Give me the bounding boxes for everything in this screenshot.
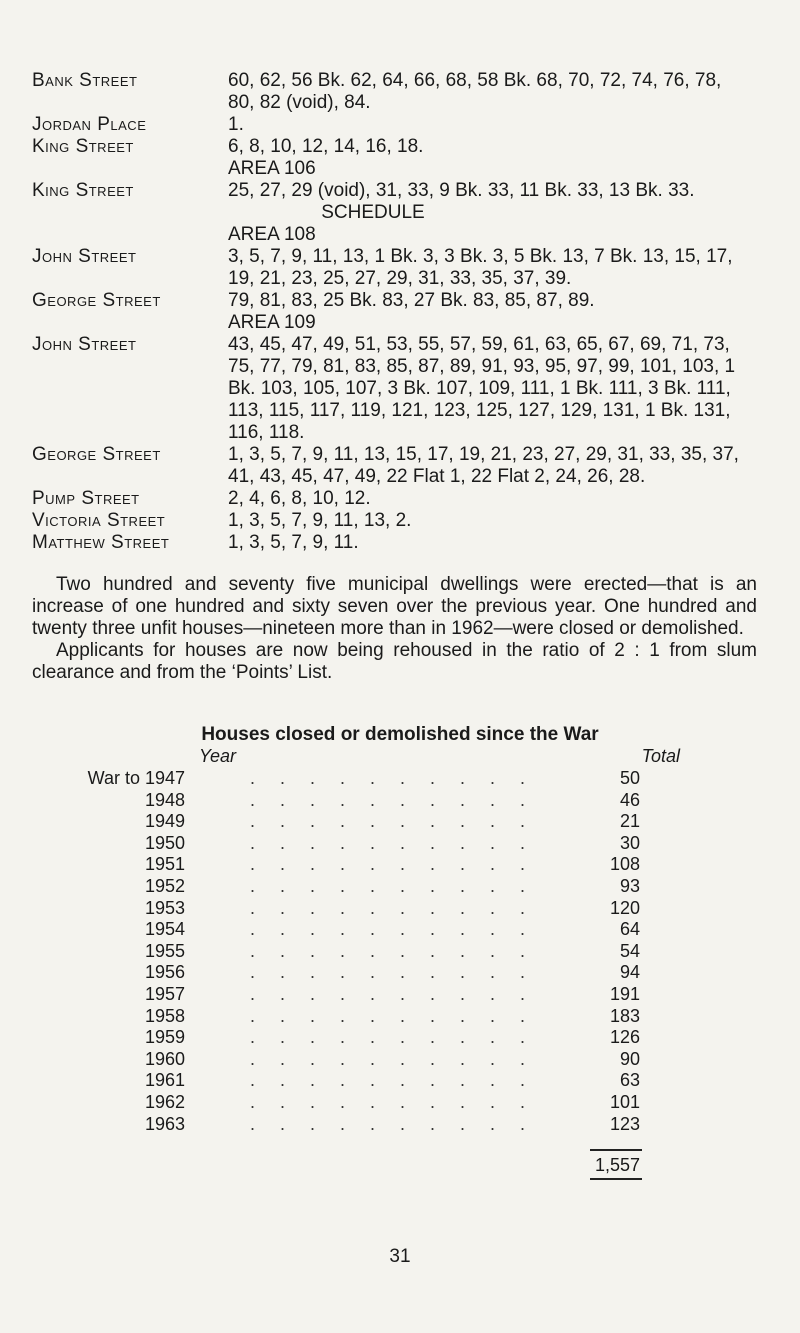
row-year: 1958	[145, 1005, 186, 1026]
leader-dots: . . . . . . . . . .	[250, 919, 536, 940]
house-numbers: 6, 8, 10, 12, 14, 16, 18.	[228, 136, 424, 157]
street-name: George Street	[32, 444, 161, 465]
leader-dots: . . . . . . . . . .	[250, 811, 536, 832]
street-row	[32, 510, 752, 532]
table-row	[0, 1049, 800, 1071]
table-row	[0, 919, 800, 941]
house-numbers: 1, 3, 5, 7, 9, 11.	[228, 532, 359, 553]
row-total: 183	[609, 1005, 640, 1026]
street-name: Jordan Place	[32, 114, 147, 135]
house-numbers: 1, 3, 5, 7, 9, 11, 13, 2.	[228, 510, 412, 531]
area-heading-row	[32, 158, 752, 180]
table-row	[0, 790, 800, 812]
schedule-heading-row	[32, 202, 752, 224]
row-year: 1961	[145, 1070, 186, 1091]
area-heading: AREA 109	[228, 312, 316, 333]
area-heading: AREA 106	[228, 158, 316, 179]
street-row	[32, 444, 752, 488]
row-total: 94	[619, 962, 640, 983]
row-total: 126	[609, 1027, 640, 1048]
year-header: Year	[198, 746, 236, 766]
table-row	[0, 1006, 800, 1028]
row-year: 1956	[145, 962, 186, 983]
house-numbers: 43, 45, 47, 49, 51, 53, 55, 57, 59, 61, 63, 65, 67, 69, 71, 73, 75, 77, 79, 81, 83, 85, 87, 89, 91, 93, 95, 97, 99, 101, 103, 1 Bk. 103, 105, 107, 3 Bk. 107, 109, 111, 1 Bk. 111, 3 Bk. 111, 113, 115, 117, 119, 121, 123, 125, 127, 129, 131, 1 Bk. 131, 116, 118.	[228, 334, 736, 443]
street-row	[32, 488, 752, 510]
total-underline	[590, 1178, 642, 1180]
table-row	[0, 962, 800, 984]
row-year: 1953	[145, 897, 186, 918]
leader-dots: . . . . . . . . . .	[250, 1113, 536, 1134]
street-row	[32, 290, 752, 312]
street-row	[32, 334, 752, 444]
row-total: 123	[609, 1113, 640, 1134]
body-paragraphs	[32, 574, 757, 684]
house-numbers: 1, 3, 5, 7, 9, 11, 13, 15, 17, 19, 21, 23, 27, 29, 31, 33, 35, 37, 41, 43, 45, 47, 49, 22 Flat 1, 22 Flat 2, 24, 26, 28.	[228, 444, 739, 487]
leader-dots: . . . . . . . . . .	[250, 854, 536, 875]
page-number: 31	[389, 1246, 411, 1267]
row-year: 1947	[145, 768, 186, 788]
leader-dots: . . . . . . . . . .	[250, 832, 536, 853]
table-row	[0, 984, 800, 1006]
street-row	[32, 70, 752, 114]
street-row	[32, 180, 752, 202]
street-name: John Street	[32, 334, 137, 355]
leader-dots: . . . . . . . . . .	[250, 789, 536, 810]
total-header: Total	[641, 746, 680, 766]
table-row	[0, 854, 800, 876]
row-total: 21	[619, 811, 640, 832]
row-year: 1950	[145, 832, 186, 853]
leader-dots: . . . . . . . . . .	[250, 940, 536, 961]
row-total: 30	[619, 832, 640, 853]
row-prefix: War to	[87, 768, 140, 788]
street-name: King Street	[32, 180, 134, 201]
area-heading-row	[32, 224, 752, 246]
street-name: King Street	[32, 136, 134, 157]
row-year: 1962	[145, 1091, 186, 1112]
street-name: Pump Street	[32, 488, 140, 509]
paragraph: Applicants for houses are now being rehoused in the ratio of 2 : 1 from slum clearance and from the ‘Points’ List.	[32, 640, 757, 683]
house-numbers: 3, 5, 7, 9, 11, 13, 1 Bk. 3, 3 Bk. 3, 5 Bk. 13, 7 Bk. 13, 15, 17, 19, 21, 23, 25, 27, 29, 31, 33, 35, 37, 39.	[228, 246, 733, 289]
street-list	[32, 70, 752, 554]
row-total: 63	[619, 1070, 640, 1091]
row-year: 1954	[145, 919, 186, 940]
row-total: 64	[619, 919, 640, 940]
table-row	[0, 811, 800, 833]
leader-dots: . . . . . . . . . .	[250, 1070, 536, 1091]
row-total: 50	[619, 768, 640, 788]
leader-dots: . . . . . . . . . .	[250, 1048, 536, 1069]
street-row	[32, 114, 752, 136]
row-year: 1959	[145, 1027, 186, 1048]
row-total: 191	[609, 983, 640, 1004]
leader-dots: . . . . . . . . . .	[250, 983, 536, 1004]
street-name: Matthew Street	[32, 532, 170, 553]
house-numbers: 1.	[228, 114, 244, 135]
row-year: 1960	[145, 1048, 186, 1069]
row-total: 54	[619, 940, 640, 961]
row-total: 46	[619, 789, 640, 810]
table-row	[0, 1027, 800, 1049]
grand-total: 1,557	[594, 1155, 640, 1176]
row-total: 108	[609, 854, 640, 875]
table-row	[0, 898, 800, 920]
street-name: Victoria Street	[32, 510, 166, 531]
table-row	[0, 941, 800, 963]
paragraph: Two hundred and seventy five municipal dwellings were erected—that is an increase of one hundred and sixty seven over the previous year. One hundred and twenty three unfit houses—nineteen more than in 1962—were closed or demolished.	[32, 574, 757, 639]
row-year: 1952	[145, 875, 186, 896]
house-numbers: 60, 62, 56 Bk. 62, 64, 66, 68, 58 Bk. 68, 70, 72, 74, 76, 78, 80, 82 (void), 84.	[228, 70, 722, 113]
leader-dots: . . . . . . . . . .	[250, 897, 536, 918]
street-name: Bank Street	[32, 70, 138, 91]
street-name: George Street	[32, 290, 161, 311]
table-row	[0, 1114, 800, 1136]
street-row	[32, 136, 752, 158]
house-numbers: 2, 4, 6, 8, 10, 12.	[228, 488, 371, 509]
area-heading-row	[32, 312, 752, 334]
row-total: 93	[619, 875, 640, 896]
area-heading: AREA 108	[228, 224, 316, 245]
table-row	[0, 1070, 800, 1092]
leader-dots: . . . . . . . . . .	[250, 875, 536, 896]
leader-dots: . . . . . . . . . .	[250, 1005, 536, 1026]
street-name: John Street	[32, 246, 137, 267]
schedule-heading: SCHEDULE	[321, 202, 425, 223]
row-year: 1949	[145, 811, 186, 832]
row-year: 1951	[145, 854, 186, 875]
table-row	[0, 1092, 800, 1114]
row-total: 120	[609, 897, 640, 918]
leader-dots: . . . . . . . . . .	[250, 962, 536, 983]
table-row	[0, 768, 800, 790]
house-numbers: 79, 81, 83, 25 Bk. 83, 27 Bk. 83, 85, 87, 89.	[228, 290, 595, 311]
sum-rule	[590, 1149, 642, 1151]
leader-dots: . . . . . . . . . .	[250, 768, 536, 788]
table-row	[0, 876, 800, 898]
table-title: Houses closed or demolished since the War	[201, 724, 599, 745]
house-numbers: 25, 27, 29 (void), 31, 33, 9 Bk. 33, 11 Bk. 33, 13 Bk. 33.	[228, 180, 695, 201]
row-total: 90	[619, 1048, 640, 1069]
street-row	[32, 532, 752, 554]
houses-table	[0, 746, 800, 1176]
row-year: 1948	[145, 789, 186, 810]
street-row	[32, 246, 752, 290]
table-row	[0, 833, 800, 855]
row-total: 101	[609, 1091, 640, 1112]
row-year: 1963	[145, 1113, 186, 1134]
row-year: 1955	[145, 940, 186, 961]
leader-dots: . . . . . . . . . .	[250, 1091, 536, 1112]
leader-dots: . . . . . . . . . .	[250, 1027, 536, 1048]
row-year: 1957	[145, 983, 186, 1004]
table-header	[0, 746, 800, 768]
